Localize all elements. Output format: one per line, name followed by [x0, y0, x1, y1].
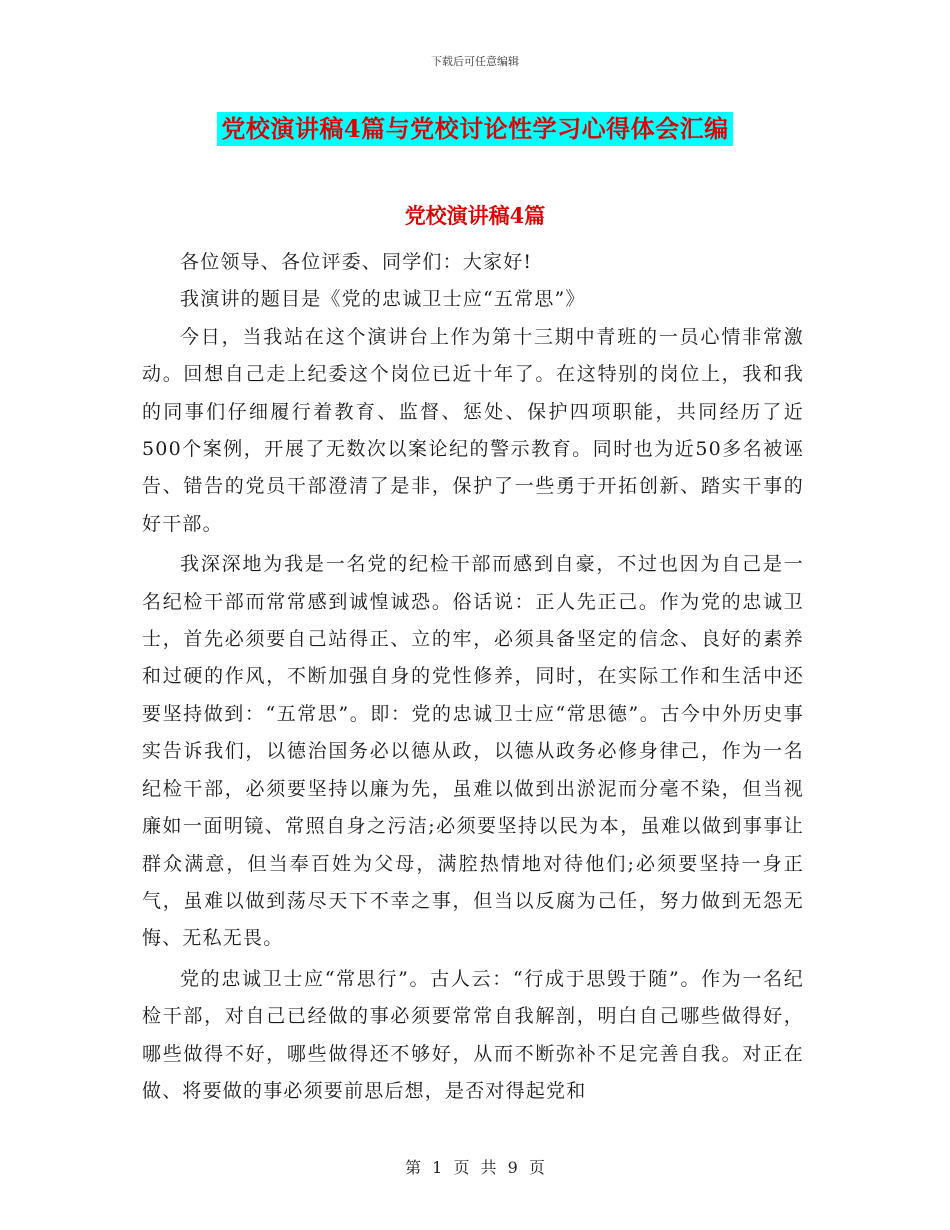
page-footer: 第 1 页 共 9 页	[405, 1158, 545, 1177]
header-note: 下载后可任意编辑	[431, 55, 519, 68]
paragraph-greeting: 各位领导、各位评委、同学们：大家好!	[180, 251, 533, 273]
paragraph-intro: 今日，当我站在这个演讲台上作为第十三期中青班的一员心情非常激动。回想自己走上纪委这个岗位已近十年了。在这特别的岗位上，我和我的同事们仔细履行着教育、监督、惩处、保护四项职能，共同经历了近500个案例，开展了无数次以案论纪的警示教育。同时也为近50多名被诬告、错告的党员干部澄清了是非，保护了一些勇于开拓创新、踏实干事的好干部。	[142, 325, 804, 535]
section-title: 党校演讲稿4篇	[404, 203, 546, 228]
paragraph-body-1: 我深深地为我是一名党的纪检干部而感到自豪，不过也因为自己是一名纪检干部而常常感到诚惶诚恐。俗话说：正人先正己。作为党的忠诚卫士，首先必须要自己站得正、立的牢，必须具备坚定的信念、良好的素养和过硬的作风，不断加强自身的党性修养，同时，在实际工作和生活中还要坚持做到：“五常思”。即：党的忠诚卫士应“常思德”。古今中外历史事实告诉我们，以德治国务必以德从政，以德从政务必修身律己，作为一名纪检干部，必须要坚持以廉为先，虽难以做到出淤泥而分毫不染，但当视廉如一面明镜、常照自身之污洁;必须要坚持以民为本，虽难以做到事事让群众满意，但当奉百姓为父母，满腔热情地对待他们;必须要坚持一身正气，虽难以做到荡尽天下不幸之事，但当以反腐为己任，努力做到无怨无悔、无私无畏。	[142, 553, 804, 950]
document-main-title	[0, 112, 950, 146]
speech-body	[142, 244, 804, 1110]
paragraph-body-2: 党的忠诚卫士应“常思行”。古人云：“行成于思毁于随”。作为一名纪检干部，对自己已经做的事必须要常常自我解剖，明白自己哪些做得好，哪些做得不好，哪些做得还不够好，从而不断弥补不足完善自我。对正在做、将要做的事必须要前思后想，是否对得起党和	[142, 967, 804, 1102]
paragraph-topic: 我演讲的题目是《党的忠诚卫士应“五常思”》	[180, 288, 586, 311]
main-title-text: 党校演讲稿4篇与党校讨论性学习心得体会汇编	[217, 112, 732, 146]
